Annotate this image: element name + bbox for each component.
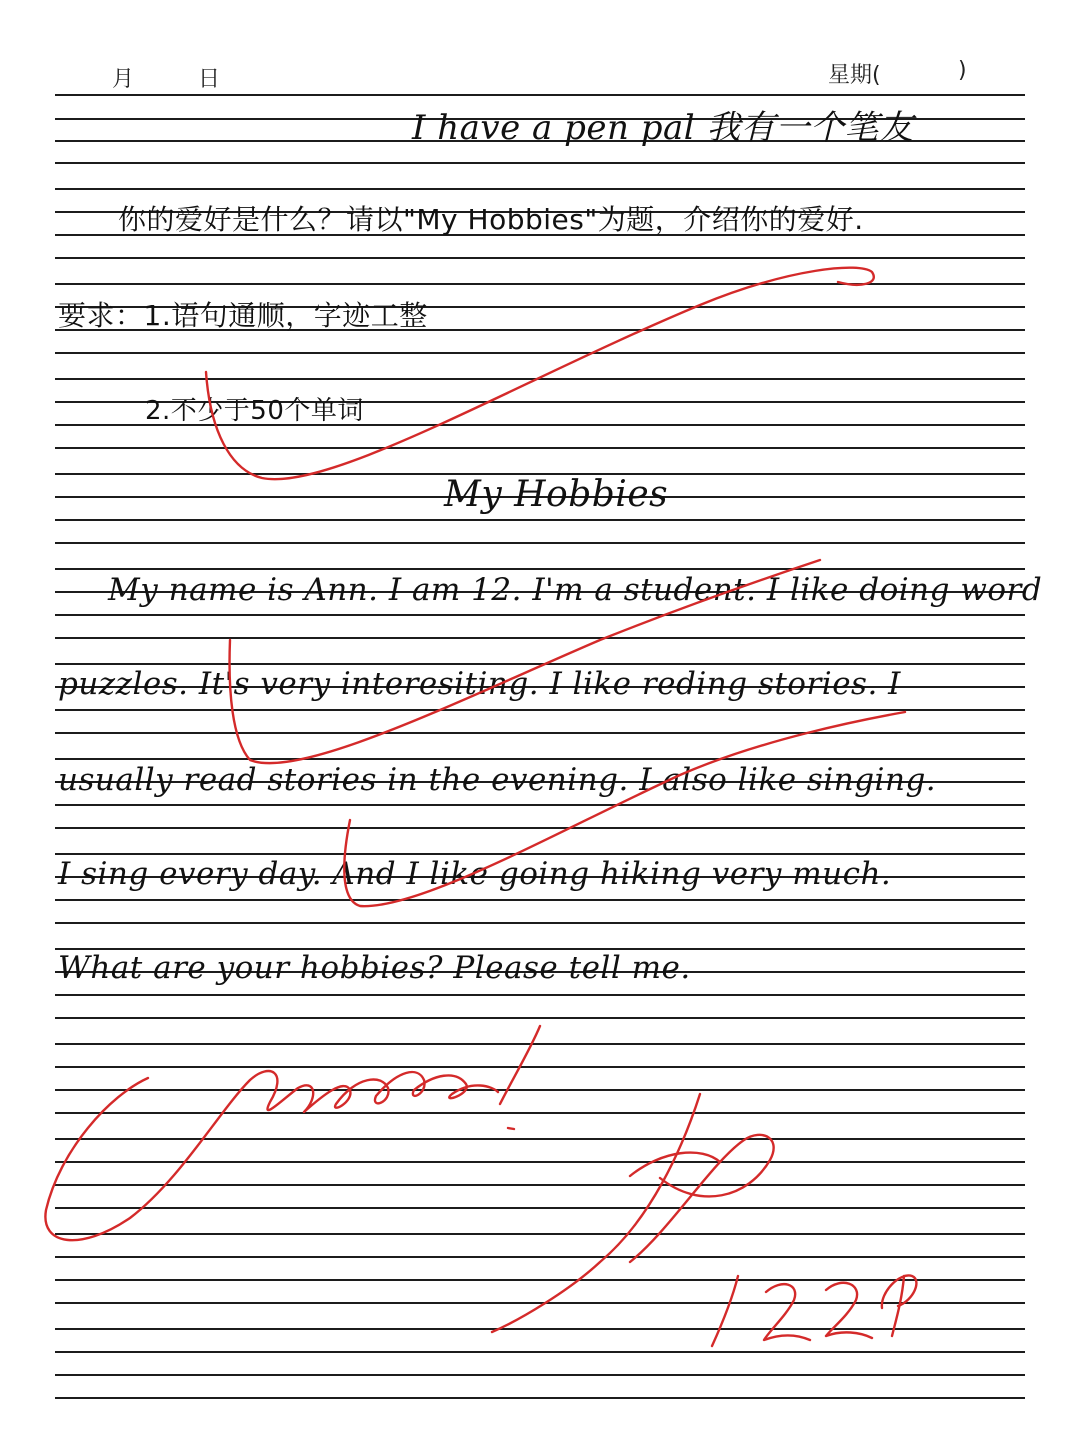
comment-great [45, 1071, 498, 1240]
weekday-close: ) [958, 58, 967, 83]
red-check-mark [344, 712, 905, 906]
prompt-requirement-2: 2.不少于50个单词 [145, 396, 364, 426]
prompt-question: 你的爱好是什么？请以"My Hobbies"为题，介绍你的爱好. [118, 203, 864, 236]
essay-heading: My Hobbies [444, 474, 669, 515]
date-mark [712, 1275, 916, 1346]
red-check-mark [230, 560, 820, 763]
essay-line: My name is Ann. I am 12. I'm a student. I like doing word [108, 572, 1043, 608]
essay-line: puzzles. It's very interesiting. I like reding stories. I [58, 666, 901, 702]
essay-line: usually read stories in the evening. I also like singing. [58, 762, 937, 798]
comment-great-exclaim [500, 1026, 540, 1104]
page-title: I have a pen pal 我有一个笔友 [412, 108, 914, 148]
essay-line: What are your hobbies? Please tell me. [58, 950, 691, 986]
day-label: 日 [198, 67, 221, 92]
essay-line: I sing every day. And I like going hiking very much. [58, 856, 892, 892]
prompt-requirement-1: 要求：1.语句通顺，字迹工整 [58, 299, 428, 332]
red-check-mark [206, 268, 874, 480]
month-label: 月 [112, 67, 135, 92]
weekday-label: 星期( [828, 63, 881, 88]
comment-great-dot [508, 1128, 514, 1129]
